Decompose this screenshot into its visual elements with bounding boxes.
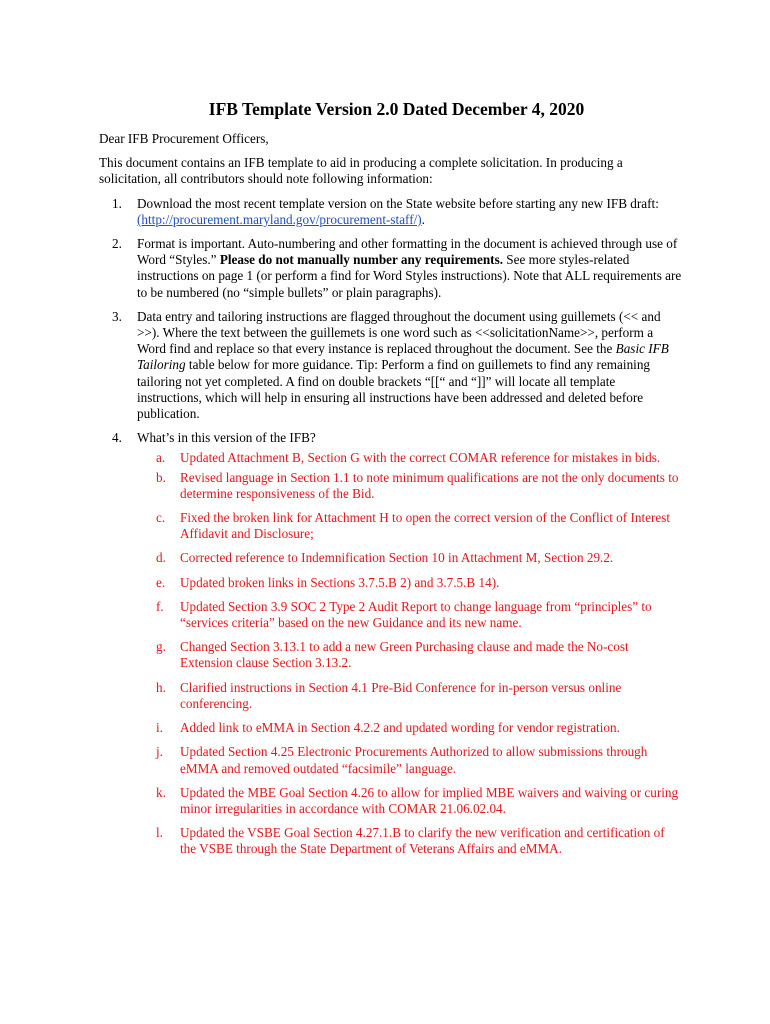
procurement-staff-link[interactable]: (http://procurement.maryland.gov/procurement-staff/) [137,211,422,227]
item-text: Download the most recent template version on the State website before starting any new IFB draft: [137,195,659,211]
item-text: Format is important. Auto-numbering and other formatting in the document is achieved through use of Word “Styles.” [137,236,678,268]
instruction-item-4 [99,430,682,857]
change-letter: g. [156,639,166,655]
change-text: Clarified instructions in Section 4.1 Pre-Bid Conference for in-person versus online conferencing. [180,679,622,711]
change-letter: c. [156,510,166,526]
item-italic-text: Basic IFB Tailoring [137,341,669,373]
greeting: Dear IFB Procurement Officers, [99,131,269,146]
change-text: Revised language in Section 1.1 to note minimum qualifications are not the only documents to determine responsiveness of the Bid. [180,469,679,501]
change-item [137,785,682,817]
change-item [137,680,682,712]
change-text: Corrected reference to Indemnification Section 10 in Attachment M, Section 29.2. [180,550,614,566]
change-text: Changed Section 3.13.1 to add a new Green Purchasing clause and made the No-cost Extension clause Section 3.13.2. [180,639,629,671]
instruction-item-3 [99,309,682,422]
item-number: 2. [112,236,122,252]
change-item [137,550,682,566]
change-item [137,744,682,776]
change-text: Updated the VSBE Goal Section 4.27.1.B to clarify the new verification and certification of the VSBE through the State Department of Veterans Affairs and eMMA. [180,825,665,857]
change-item [137,720,682,736]
intro-paragraph: This document contains an IFB template to aid in producing a complete solicitation. In producing a solicitation, all contributors should note following information: [99,155,623,187]
document-title: IFB Template Version 2.0 Dated December 4, 2020 [208,99,585,119]
change-letter: e. [156,574,166,590]
item-text: What’s in this version of the IFB? [137,430,316,446]
change-letter: a. [156,450,166,466]
item-bold-text: Please do not manually number any requirements. [219,252,503,268]
change-text: Updated Section 4.25 Electronic Procurements Authorized to allow submissions through eMMA and removed outdated “facsimile” language. [180,744,648,776]
item-number: 4. [112,430,122,446]
instruction-item-2 [99,236,682,301]
change-text: Fixed the broken link for Attachment H to open the correct version of the Conflict of Interest Affidavit and Disclosure; [180,510,670,542]
change-item [137,599,682,631]
change-item [137,510,682,542]
item-text-end: . [421,211,425,227]
instruction-item-1 [99,196,682,228]
changes-list [137,450,682,857]
change-item [137,825,682,857]
change-text: Updated Section 3.9 SOC 2 Type 2 Audit Report to change language from “principles” to “services criteria” based on the new Guidance and its new name. [180,598,652,631]
instruction-list [99,196,682,858]
change-item [137,450,682,466]
item-text: Data entry and tailoring instructions are flagged throughout the document using guillemets (<< and >>). Where the text between the guillemets is one word such as <<solicitationName>>, perform a Word find and replace so that every instance is replaced throughout the document. See the [137,308,661,357]
change-letter: i. [156,720,163,736]
change-item [137,575,682,591]
change-text: Updated broken links in Sections 3.7.5.B 2) and 3.7.5.B 14). [180,574,500,590]
item-number: 3. [112,308,122,324]
change-text: Updated the MBE Goal Section 4.26 to allow for implied MBE waivers and waiving or curing minor irregularities in accordance with COMAR 21.06.02.04. [180,784,679,816]
change-text: Updated Attachment B, Section G with the correct COMAR reference for mistakes in bids. [180,450,661,466]
change-letter: b. [156,469,166,485]
change-letter: j. [156,744,163,760]
change-letter: f. [156,598,164,614]
item-text-end: See more styles-related instructions on page 1 (or perform a find for Word Styles instructions). Note that ALL requirements are to be numbered (no “simple bullets” or plain paragraphs). [137,252,682,300]
change-item [137,470,682,502]
change-letter: k. [156,784,166,800]
change-letter: h. [156,679,166,695]
change-letter: d. [156,550,166,566]
item-text-end: table below for more guidance. Tip: Perform a find on guillemets to find any remaining tailoring not yet completed. A find on double brackets “[[“ and “]]” will locate all template instructions, which will help in ensuring all instructions have been addressed and deleted before publication. [137,357,651,422]
change-item [137,639,682,671]
change-text: Added link to eMMA in Section 4.2.2 and updated wording for vendor registration. [180,720,620,736]
item-number: 1. [112,195,122,211]
change-letter: l. [156,825,163,841]
